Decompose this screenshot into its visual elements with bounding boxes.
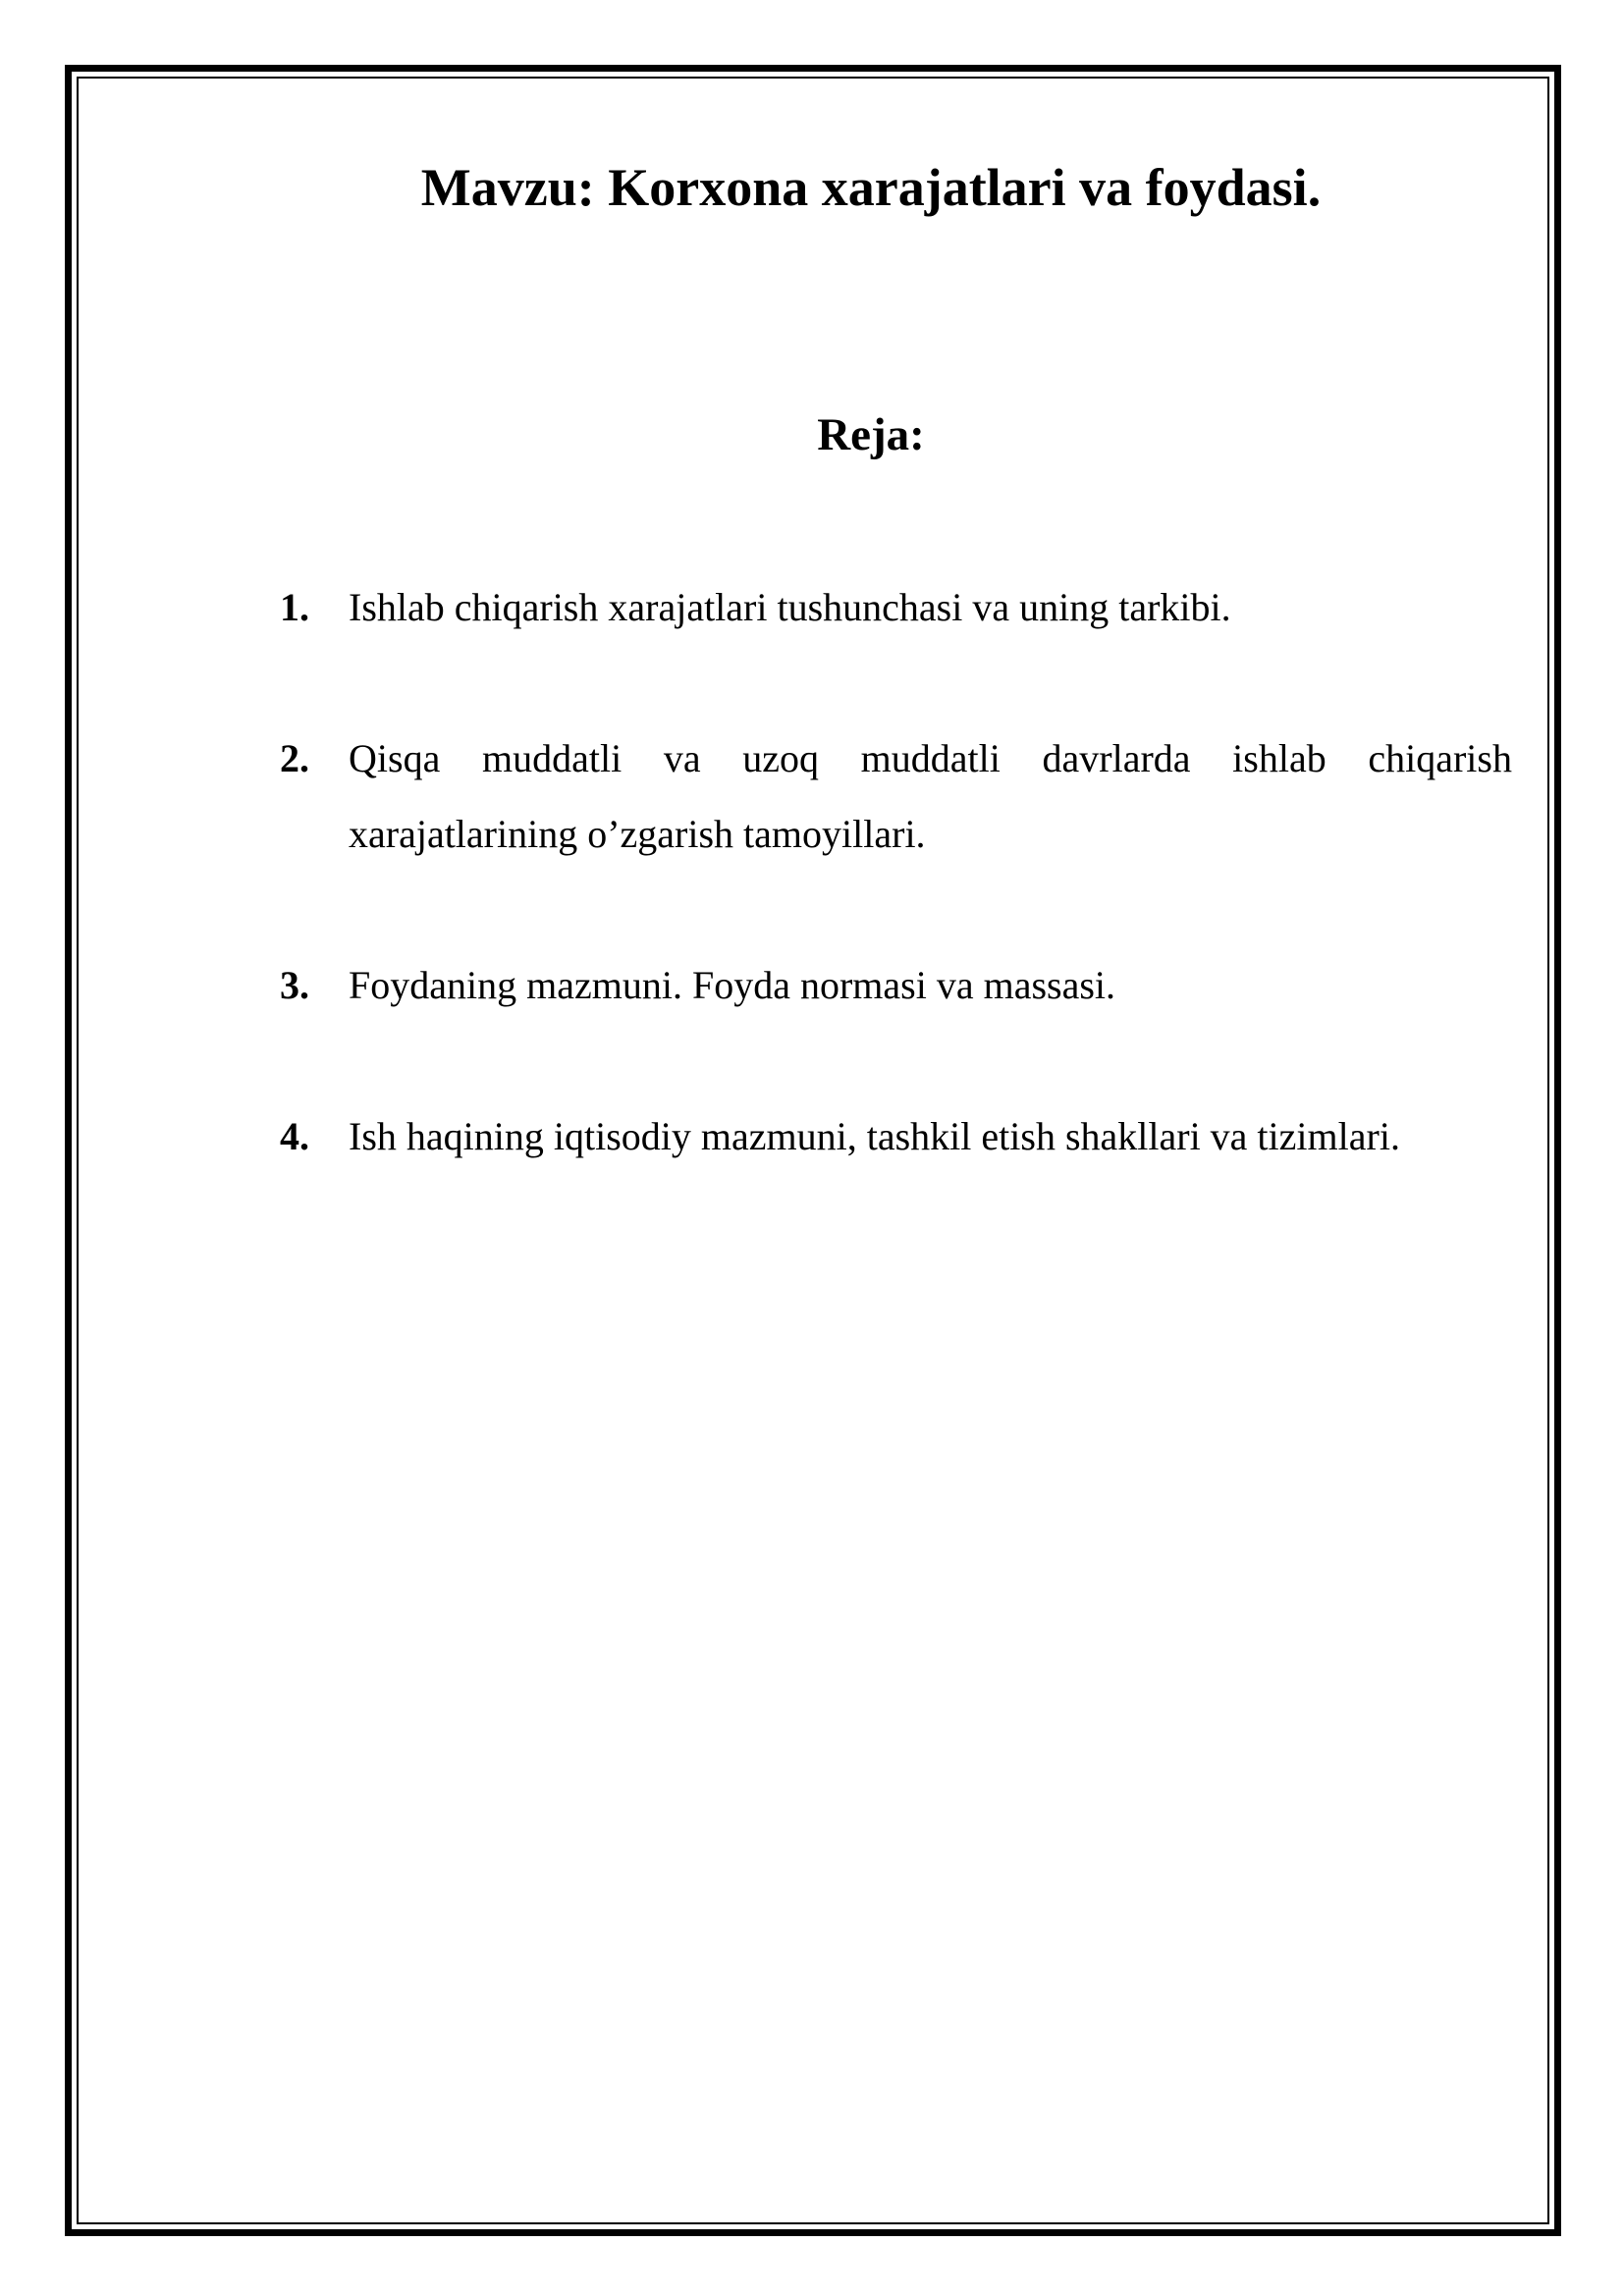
- plan-heading: Reja:: [817, 409, 925, 460]
- plan-item-2: [280, 721, 1512, 872]
- plan-item-text: Qisqa muddatli va uzoq muddatli davrlarda ishlab chiqarish xarajatlarining o’zgarish tamoyillari.: [349, 736, 1512, 856]
- plan-item-3: [280, 947, 1512, 1023]
- page-title: Mavzu: Korxona xarajatlari va foydasi.: [420, 158, 1322, 217]
- plan-item-number: 1.: [280, 585, 309, 629]
- plan-item-text: Ishlab chiqarish xarajatlari tushunchasi va uning tarkibi.: [349, 585, 1231, 629]
- plan-item-number: 3.: [280, 963, 309, 1007]
- plan-list: [280, 569, 1512, 1250]
- plan-item-1: [280, 569, 1512, 645]
- plan-item-text: Ish haqining iqtisodiy mazmuni, tashkil etish shakllari va tizimlari.: [349, 1114, 1400, 1158]
- plan-item-4: [280, 1098, 1512, 1174]
- plan-item-number: 2.: [280, 736, 309, 780]
- plan-item-number: 4.: [280, 1114, 309, 1158]
- plan-item-text: Foydaning mazmuni. Foyda normasi va massasi.: [349, 963, 1116, 1007]
